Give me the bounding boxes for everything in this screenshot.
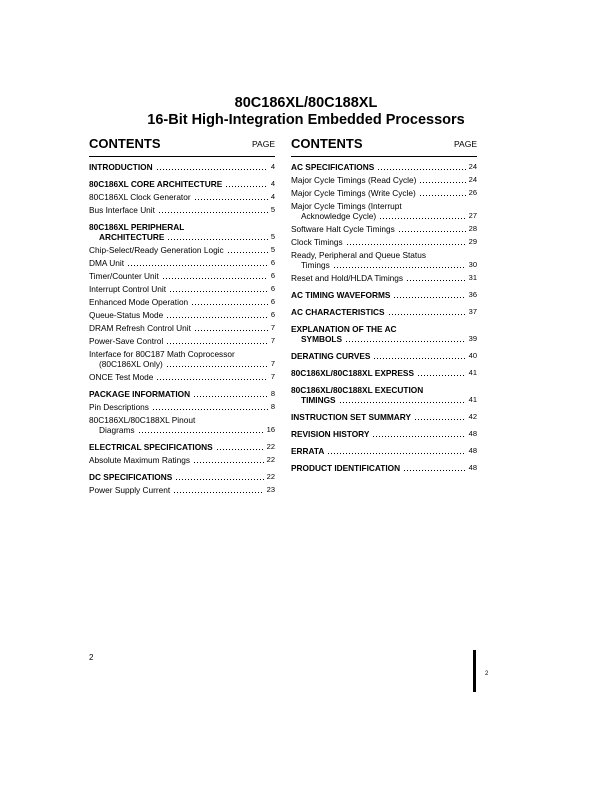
- toc-entry-title-cont: ARCHITECTURE: [99, 232, 165, 242]
- toc-entry: [291, 224, 477, 234]
- toc-entry-page: 22: [266, 472, 275, 481]
- dot-leader: [393, 297, 465, 298]
- toc-entry-page: 24: [468, 175, 477, 184]
- toc-entry: [291, 446, 477, 456]
- toc-entry: [291, 368, 477, 378]
- toc-entry-title: Interrupt Control Unit: [89, 284, 167, 294]
- toc-entry: [89, 323, 275, 333]
- toc-entry-page: 37: [468, 307, 477, 316]
- dot-leader: [166, 366, 268, 367]
- toc-entry: [291, 463, 477, 473]
- contents-heading: CONTENTS: [291, 136, 363, 151]
- toc-entry-title: PACKAGE INFORMATION: [89, 389, 191, 399]
- toc-entry-title: Bus Interface Unit: [89, 205, 155, 215]
- toc-entry-title: Reset and Hold/HLDA Timings: [291, 273, 404, 283]
- contents-header: [291, 136, 477, 157]
- toc-entry-title: Major Cycle Timings (Read Cycle): [291, 175, 417, 185]
- margin-bar: [473, 650, 476, 692]
- toc-entry: [291, 429, 477, 439]
- toc-entry: [89, 245, 275, 255]
- dot-leader: [158, 212, 268, 213]
- toc-entry-title: Clock Timings: [291, 237, 343, 247]
- toc-entry-title: 80C186XL CORE ARCHITECTURE: [89, 179, 223, 189]
- dot-leader: [152, 409, 268, 410]
- toc-entry-title: 80C186XL Clock Generator: [89, 192, 191, 202]
- toc-entry-title-cont: TIMINGS: [301, 395, 336, 405]
- toc-entry-page: 29: [468, 237, 477, 246]
- dot-leader: [127, 265, 268, 266]
- margin-page-number: 2: [485, 671, 489, 677]
- toc-entry-page: 30: [468, 260, 477, 269]
- toc-entry: [291, 162, 477, 172]
- toc-entry: [291, 188, 477, 198]
- toc-entry-title-cont: SYMBOLS: [301, 334, 343, 344]
- page-number: 2: [89, 653, 94, 662]
- toc-entry-title: 80C186XL/80C188XL Pinout: [89, 415, 196, 425]
- toc-entry: [89, 472, 275, 482]
- toc-entry: [291, 273, 477, 283]
- toc-entry-title: INTRODUCTION: [89, 162, 153, 172]
- dot-leader: [372, 436, 465, 437]
- dot-leader: [406, 280, 466, 281]
- toc-entry-page: 7: [270, 336, 275, 345]
- toc-entry-title: ERRATA: [291, 446, 325, 456]
- toc-entry-page: 6: [270, 310, 275, 319]
- dot-leader: [419, 182, 465, 183]
- toc-entry-page: 48: [468, 429, 477, 438]
- toc-entry-page: 22: [266, 442, 275, 451]
- dot-leader: [194, 199, 268, 200]
- dot-leader: [227, 252, 268, 253]
- dot-leader: [216, 449, 264, 450]
- toc-entry: [291, 250, 477, 270]
- dot-leader: [417, 375, 466, 376]
- toc-entry: [291, 237, 477, 247]
- dot-leader: [138, 432, 264, 433]
- toc-entry: [89, 442, 275, 452]
- toc-entry-title: Interface for 80C187 Math Coprocessor: [89, 349, 235, 359]
- toc-entry-page: 7: [270, 359, 275, 368]
- toc-entry-title-cont: (80C186XL Only): [99, 359, 163, 369]
- toc-entry-title: Power Supply Current: [89, 485, 171, 495]
- dot-leader: [345, 341, 466, 342]
- toc-list: [89, 162, 275, 495]
- dot-leader: [162, 278, 268, 279]
- toc-entry: [89, 485, 275, 495]
- toc-entry: [89, 297, 275, 307]
- dot-leader: [175, 479, 263, 480]
- toc-entry-page: 8: [270, 402, 275, 411]
- document-subtitle: 16-Bit High-Integration Embedded Processors: [147, 112, 465, 128]
- toc-entry: [89, 284, 275, 294]
- dot-leader: [191, 304, 268, 305]
- toc-entry-page: 7: [270, 323, 275, 332]
- dot-leader: [414, 419, 466, 420]
- toc-entry: [89, 162, 275, 172]
- toc-entry-title: 80C186XL PERIPHERAL: [89, 222, 185, 232]
- contents-header: [89, 136, 275, 157]
- toc-entry-page: 8: [270, 389, 275, 398]
- toc-entry: [89, 310, 275, 320]
- toc-entry-page: 26: [468, 188, 477, 197]
- toc-entry-title: Enhanced Mode Operation: [89, 297, 189, 307]
- dot-leader: [346, 244, 466, 245]
- toc-entry: [89, 271, 275, 281]
- toc-entry: [89, 336, 275, 346]
- toc-entry-page: 41: [468, 395, 477, 404]
- toc-entry-title: Chip-Select/Ready Generation Logic: [89, 245, 224, 255]
- toc-entry: [291, 307, 477, 317]
- toc-entry-page: 28: [468, 224, 477, 233]
- toc-entry: [89, 205, 275, 215]
- toc-entry-page: 5: [270, 232, 275, 241]
- toc-entry-title: AC CHARACTERISTICS: [291, 307, 385, 317]
- toc-entry-page: 36: [468, 290, 477, 299]
- toc-entry-title: 80C186XL/80C188XL EXPRESS: [291, 368, 414, 378]
- toc-entry-title: Power-Save Control: [89, 336, 164, 346]
- toc-entry-title: DRAM Refresh Control Unit: [89, 323, 191, 333]
- dot-leader: [327, 453, 465, 454]
- toc-entry-title: Pin Descriptions: [89, 402, 149, 412]
- toc-entry: [291, 412, 477, 422]
- toc-entry: [89, 372, 275, 382]
- toc-entry-page: 6: [270, 297, 275, 306]
- toc-entry-title: 80C186XL/80C188XL EXECUTION: [291, 385, 424, 395]
- dot-leader: [156, 379, 267, 380]
- toc-entry: [291, 201, 477, 221]
- toc-entry-page: 41: [468, 368, 477, 377]
- toc-entry-page: 5: [270, 205, 275, 214]
- toc-entry-title: Ready, Peripheral and Queue Status: [291, 250, 426, 260]
- toc-entry-title: PRODUCT IDENTIFICATION: [291, 463, 401, 473]
- toc-entry: [291, 324, 477, 344]
- toc-entry: [89, 222, 275, 242]
- toc-entry-page: 22: [266, 455, 275, 464]
- toc-entry: [89, 415, 275, 435]
- toc-entry: [291, 351, 477, 361]
- dot-leader: [403, 470, 466, 471]
- toc-entry-page: 4: [270, 162, 275, 171]
- toc-entry-title: DMA Unit: [89, 258, 125, 268]
- toc-entry-title-cont: Acknowledge Cycle): [301, 211, 377, 221]
- toc-entry: [89, 258, 275, 268]
- toc-list: [291, 162, 477, 473]
- toc-entry-page: 31: [468, 273, 477, 282]
- toc-entry-page: 16: [266, 425, 275, 434]
- toc-entry-page: 4: [270, 179, 275, 188]
- toc-entry-page: 23: [266, 485, 275, 494]
- toc-entry-page: 40: [468, 351, 477, 360]
- toc-entry: [89, 179, 275, 189]
- toc-entry-title: REVISION HISTORY: [291, 429, 370, 439]
- dot-leader: [339, 402, 466, 403]
- toc-entry: [291, 175, 477, 185]
- toc-entry-title: Major Cycle Timings (Write Cycle): [291, 188, 416, 198]
- dot-leader: [379, 218, 465, 219]
- dot-leader: [225, 186, 268, 187]
- toc-entry-title-cont: Timings: [301, 260, 330, 270]
- toc-entry: [89, 389, 275, 399]
- toc-entry-title: EXPLANATION OF THE AC: [291, 324, 397, 334]
- contents-heading: CONTENTS: [89, 136, 161, 151]
- toc-entry: [89, 349, 275, 369]
- dot-leader: [169, 291, 268, 292]
- toc-entry-title: ONCE Test Mode: [89, 372, 154, 382]
- toc-entry-title: DERATING CURVES: [291, 351, 371, 361]
- toc-entry-page: 48: [468, 446, 477, 455]
- dot-leader: [377, 169, 465, 170]
- dot-leader: [193, 462, 264, 463]
- contents-column-right: [291, 136, 477, 476]
- page-column-label: PAGE: [252, 139, 275, 149]
- toc-entry: [89, 455, 275, 465]
- toc-entry-title: Absolute Maximum Ratings: [89, 455, 190, 465]
- toc-entry-page: 48: [468, 463, 477, 472]
- toc-entry-page: 6: [270, 258, 275, 267]
- dot-leader: [156, 169, 268, 170]
- toc-entry-title: Major Cycle Timings (Interrupt: [291, 201, 402, 211]
- toc-entry: [291, 290, 477, 300]
- toc-entry-title: ELECTRICAL SPECIFICATIONS: [89, 442, 213, 452]
- dot-leader: [373, 358, 465, 359]
- dot-leader: [166, 343, 268, 344]
- toc-entry-title: Timer/Counter Unit: [89, 271, 159, 281]
- dot-leader: [388, 314, 466, 315]
- toc-entry: [89, 402, 275, 412]
- toc-entry-title-cont: Diagrams: [99, 425, 135, 435]
- toc-entry-page: 4: [270, 192, 275, 201]
- toc-entry-page: 42: [468, 412, 477, 421]
- toc-entry-title: DC SPECIFICATIONS: [89, 472, 173, 482]
- toc-entry: [291, 385, 477, 405]
- toc-entry-page: 7: [270, 372, 275, 381]
- toc-entry-title: AC SPECIFICATIONS: [291, 162, 375, 172]
- toc-entry-page: 6: [270, 271, 275, 280]
- dot-leader: [419, 195, 466, 196]
- dot-leader: [398, 231, 466, 232]
- dot-leader: [193, 396, 268, 397]
- page-column-label: PAGE: [454, 139, 477, 149]
- document-title: 80C186XL/80C188XL: [234, 95, 378, 111]
- dot-leader: [333, 267, 466, 268]
- toc-entry-title: Queue-Status Mode: [89, 310, 164, 320]
- toc-entry: [89, 192, 275, 202]
- contents-column-left: [89, 136, 275, 498]
- toc-entry-page: 39: [468, 334, 477, 343]
- toc-entry-page: 24: [468, 162, 477, 171]
- dot-leader: [194, 330, 268, 331]
- toc-entry-page: 5: [270, 245, 275, 254]
- dot-leader: [167, 239, 267, 240]
- toc-entry-title: AC TIMING WAVEFORMS: [291, 290, 391, 300]
- dot-leader: [173, 492, 263, 493]
- toc-entry-page: 6: [270, 284, 275, 293]
- dot-leader: [166, 317, 268, 318]
- toc-entry-page: 27: [468, 211, 477, 220]
- toc-entry-title: Software Halt Cycle Timings: [291, 224, 395, 234]
- toc-entry-title: INSTRUCTION SET SUMMARY: [291, 412, 411, 422]
